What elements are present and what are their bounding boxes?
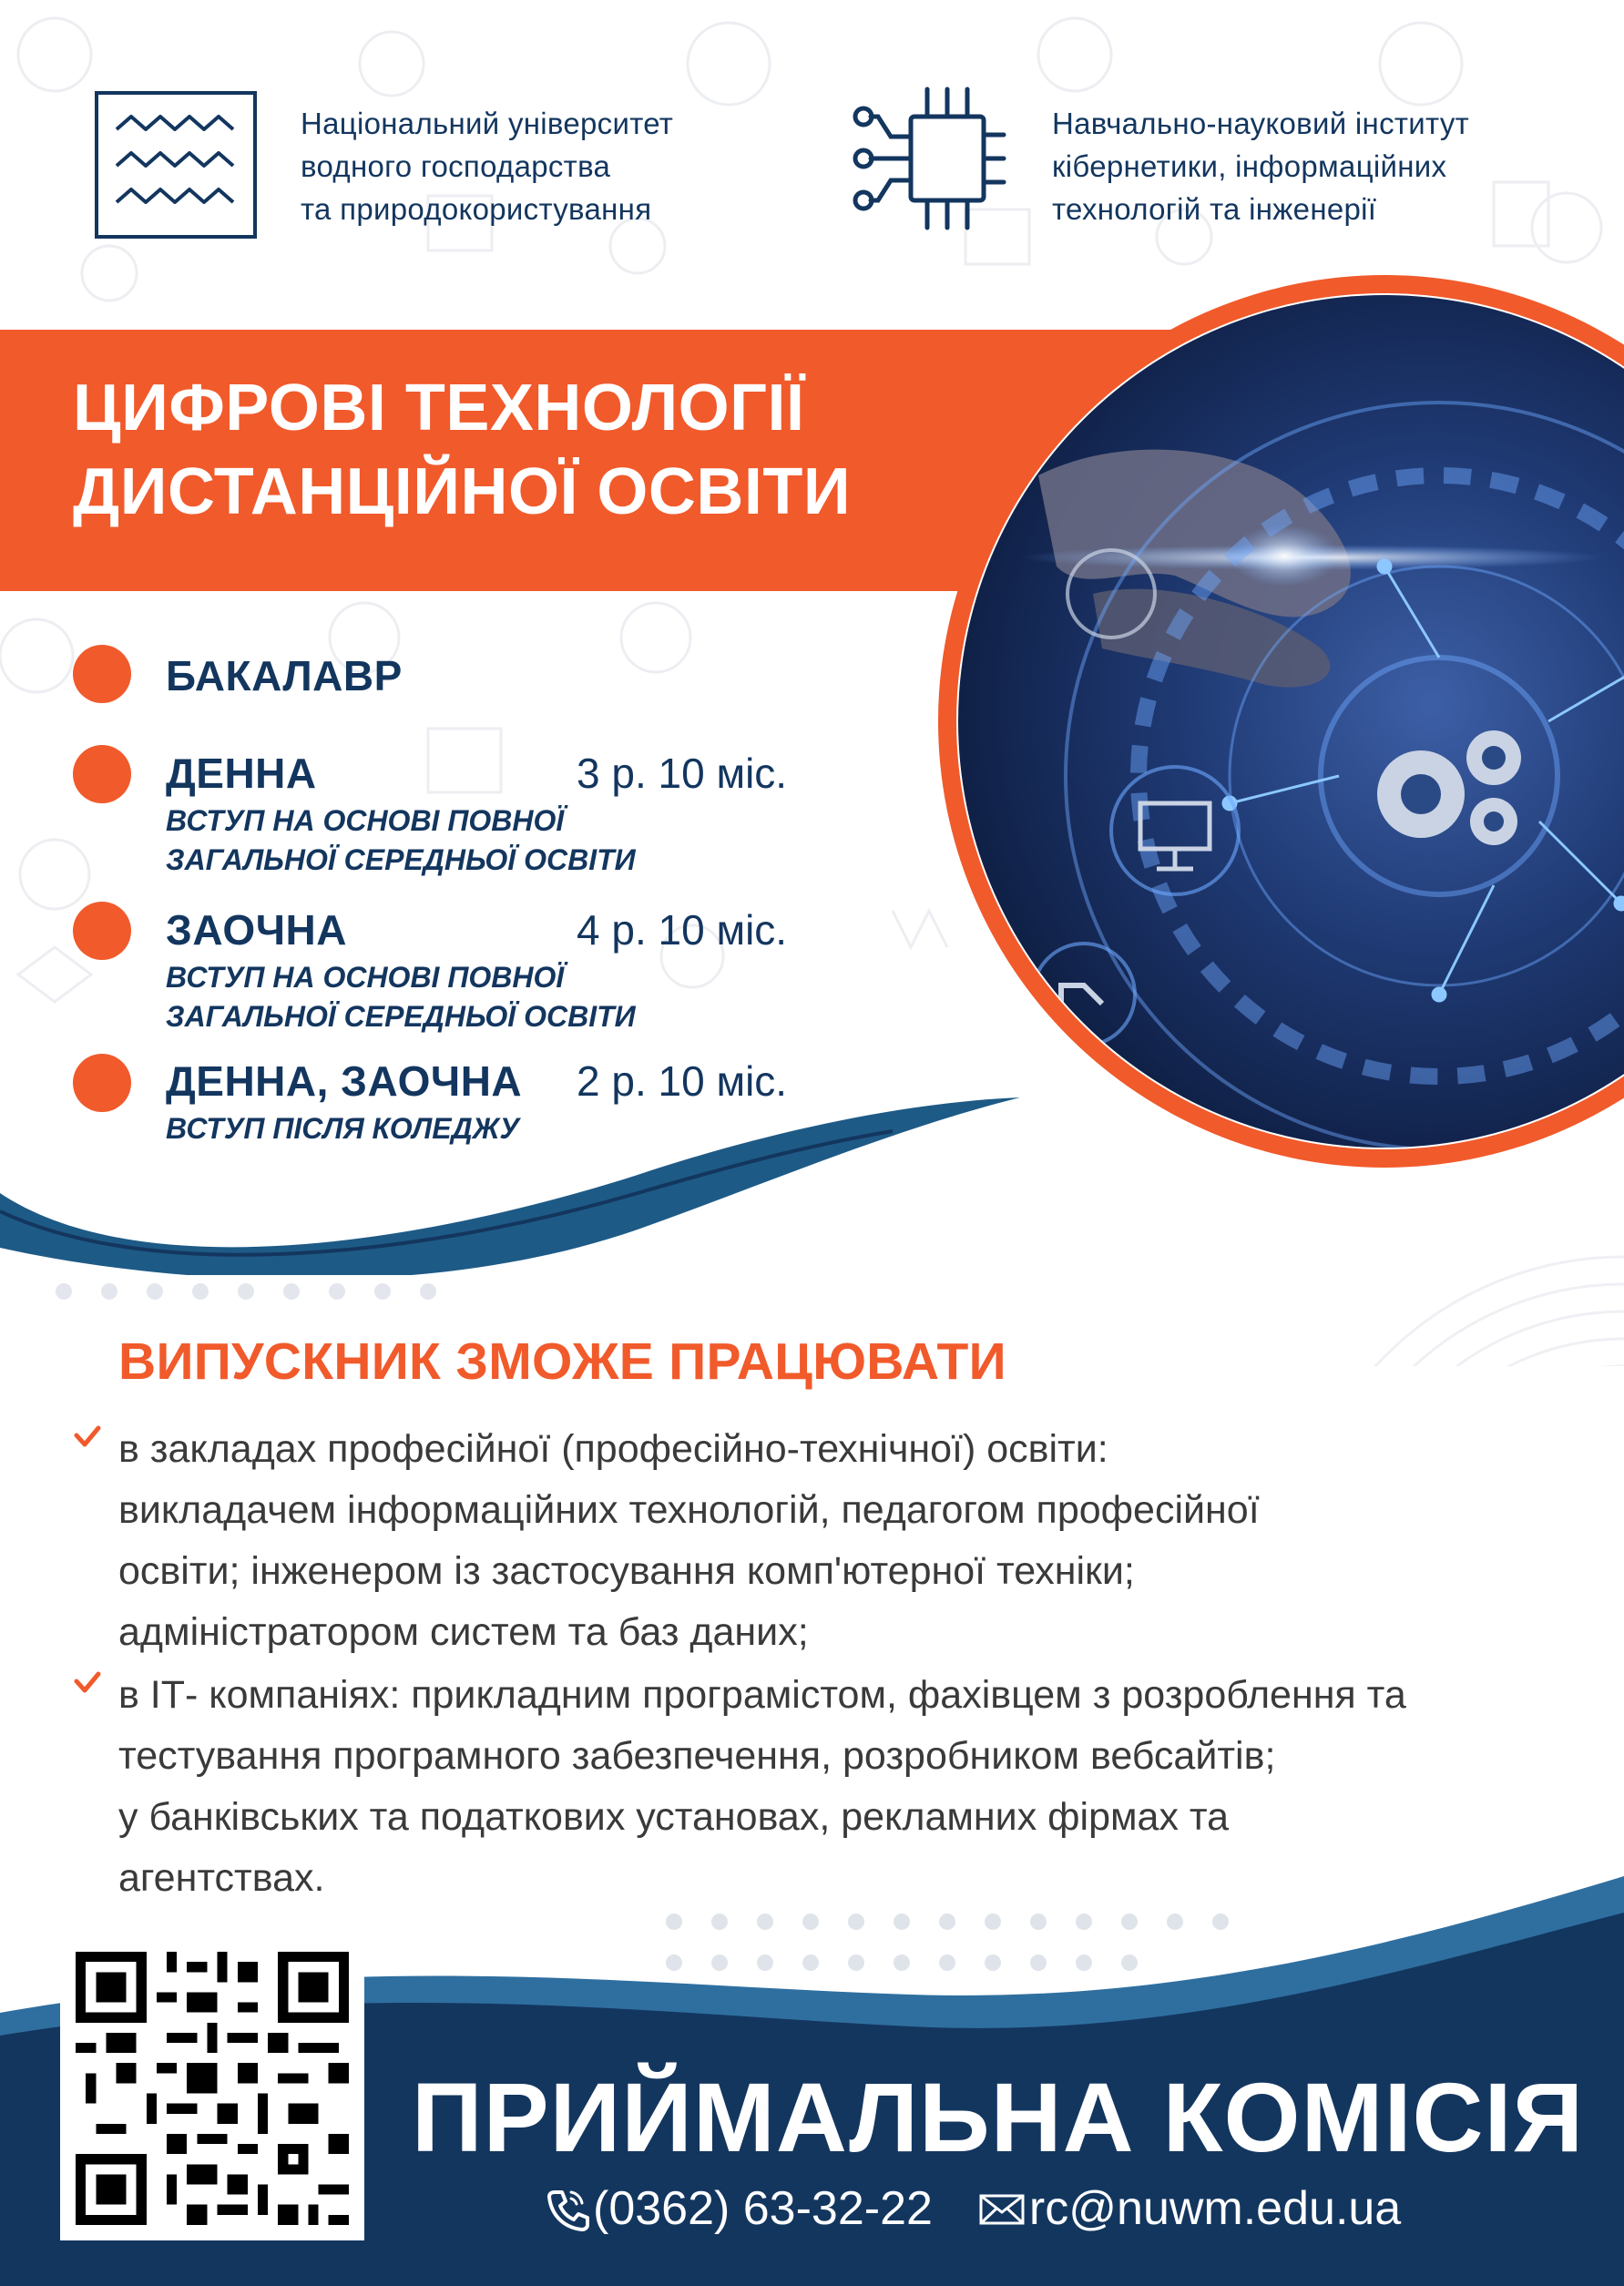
- university-name-line: водного господарства: [301, 149, 611, 183]
- institute-name-line: технологій та інженерії: [1052, 192, 1377, 226]
- degree-label: БАКАЛАВР: [166, 652, 403, 699]
- university-name-line: та природокористування: [301, 192, 652, 226]
- envelope-icon: [978, 2185, 1026, 2232]
- university-logo: [95, 91, 257, 239]
- graduate-item-line: тестування програмного забезпечення, розробником вебсайтів;: [118, 1734, 1276, 1778]
- graduate-item-line: адміністратором систем та баз даних;: [118, 1610, 809, 1654]
- university-name-line: Національний університет: [301, 107, 674, 140]
- program-form-name: ЗАОЧНА: [166, 906, 347, 954]
- graduate-item-line: в ІТ- компаніях: прикладним програмістом, фахівцем з розроблення та: [118, 1673, 1406, 1717]
- decorative-swoosh: [0, 1075, 1093, 1275]
- graduate-item-line: агентствах.: [118, 1856, 325, 1900]
- bullet-dot: [73, 745, 131, 803]
- technology-photo: [929, 266, 1624, 1177]
- check-icon: [73, 1669, 102, 1698]
- program-admission-note: [166, 801, 636, 880]
- check-icon: [73, 1423, 102, 1452]
- graduate-item-line: викладачем інформаційних технологій, педагогом професійної: [118, 1488, 1260, 1532]
- waves-icon: [98, 95, 253, 235]
- program-form-name: ДЕННА: [166, 750, 317, 797]
- graduate-item-line: у банківських та податкових установах, рекламних фірмах та: [118, 1795, 1230, 1839]
- program-title-line: ЦИФРОВІ ТЕХНОЛОГІЇ: [73, 372, 805, 444]
- qr-code-icon: [66, 1942, 359, 2235]
- program-note-line: ЗАГАЛЬНОЇ СЕРЕДНЬОЇ ОСВІТИ: [166, 1000, 636, 1033]
- qr-code[interactable]: [60, 1936, 364, 2240]
- program-note-line: ВСТУП ПІСЛЯ КОЛЕДЖУ: [166, 1112, 520, 1145]
- program-admission-note: [166, 958, 636, 1036]
- program-title: [73, 366, 851, 534]
- phone-icon: [542, 2185, 589, 2232]
- bullet-dot: [73, 645, 131, 703]
- institute-name-line: кібернетики, інформаційних: [1052, 149, 1447, 183]
- program-note-line: ВСТУП НА ОСНОВІ ПОВНОЇ: [166, 961, 565, 994]
- graduate-section-title: ВИПУСКНИК ЗМОЖЕ ПРАЦЮВАТИ: [118, 1332, 1006, 1391]
- program-duration: 2 р. 10 міс.: [577, 1057, 788, 1105]
- university-name: [301, 102, 774, 230]
- program-title-line: ДИСТАНЦІЙНОЇ ОСВІТИ: [73, 455, 852, 528]
- graduate-item-line: в закладах професійної (професійно-технічної) освіти:: [118, 1427, 1108, 1471]
- bullet-dot: [73, 902, 131, 960]
- program-duration: 4 р. 10 міс.: [577, 906, 788, 954]
- circuit-chip-icon: [847, 80, 1006, 235]
- graduate-item: [118, 1665, 1539, 1909]
- phone-number[interactable]: (0362) 63-32-22: [593, 2182, 933, 2235]
- contacts: [542, 2181, 1401, 2236]
- institute-name-line: Навчально-науковий інститут: [1052, 107, 1470, 140]
- institute-name: [1052, 102, 1598, 230]
- admissions-title: ПРИЙМАЛЬНА КОМІСІЯ: [412, 2062, 1585, 2172]
- graduate-item-line: освіти; інженером із застосування комп'ютерної техніки;: [118, 1549, 1135, 1593]
- program-note-line: ЗАГАЛЬНОЇ СЕРЕДНЬОЇ ОСВІТИ: [166, 843, 636, 876]
- program-duration: 3 р. 10 міс.: [577, 750, 788, 797]
- graduate-item: [118, 1419, 1539, 1663]
- program-note-line: ВСТУП НА ОСНОВІ ПОВНОЇ: [166, 804, 565, 837]
- email-address[interactable]: rc@nuwm.edu.ua: [1028, 2182, 1402, 2235]
- program-form-name: ДЕННА, ЗАОЧНА: [166, 1057, 523, 1105]
